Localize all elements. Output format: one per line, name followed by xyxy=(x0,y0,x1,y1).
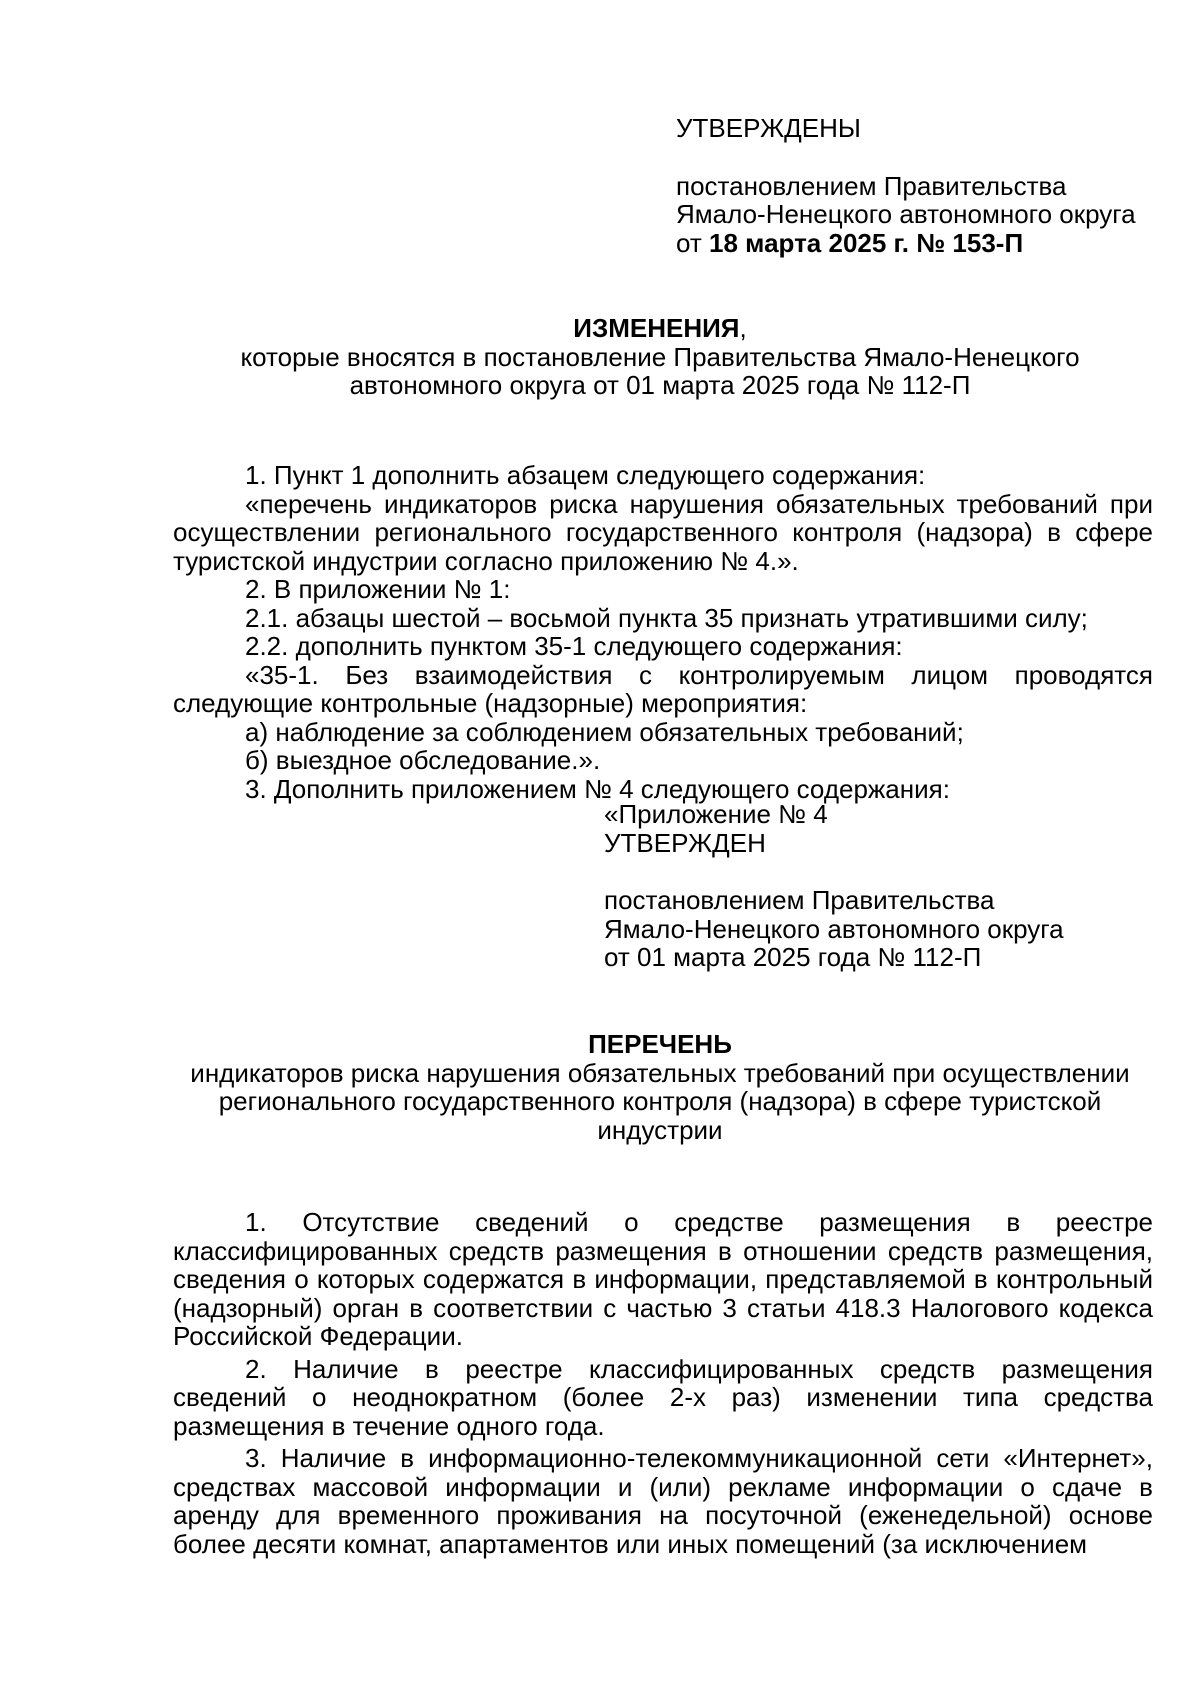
paragraph-1: 1. Пункт 1 дополнить абзацем следующего содержания: xyxy=(245,460,926,490)
approval-date-prefix: от xyxy=(676,227,702,258)
list-item-2: 2. Наличие в реестре классифицированных средств размещения сведений о неоднократном (более 2-х раз) изменении типа средства размещения в течение одного года. xyxy=(173,1353,1153,1441)
approval-stamp xyxy=(676,114,1176,257)
appendix-line2: Ямало-Ненецкого автономного округа xyxy=(604,913,1064,944)
approval-date xyxy=(676,229,1176,258)
list-item-3: 3. Наличие в информационно-телекоммуникационной сети «Интернет», средствах массовой информации и (или) рекламе информации о сдаче в аренду для временного проживания на посуточной (еженедельной) основе более десяти комнат, апартаментов или иных помещений (за исключением xyxy=(173,1443,1153,1559)
appendix-line1: постановлением Правительства xyxy=(604,885,995,915)
list-subtitle-line3: индустрии xyxy=(597,1114,723,1145)
changes-subtitle-line1: которые вносятся в постановление Правительства Ямало-Ненецкого xyxy=(240,341,1080,372)
appendix-label: «Приложение № 4 xyxy=(604,799,828,829)
approval-date-value: 18 марта 2025 г. № 153-П xyxy=(709,227,1024,258)
list-title xyxy=(160,1030,1160,1144)
list-subtitle-line2: регионального государственного контроля (надзора) в сфере туристской xyxy=(218,1086,1102,1116)
changes-body xyxy=(173,461,1153,803)
list-item-1: 1. Отсутствие сведений о средстве размещения в реестре классифицированных средств размещения в отношении средств размещения, сведения о которых содержатся в информации, представляемой в контрольный (надзорный) орган в соответствии с частью 3 статьи 418.3 Налогового кодекса Российской Федерации. xyxy=(173,1207,1153,1351)
appendix-stamp xyxy=(604,800,1124,972)
paragraph-9: 3. Дополнить приложением № 4 следующего содержания: xyxy=(245,773,950,804)
approval-line2: Ямало-Ненецкого автономного округа xyxy=(676,199,1136,229)
paragraph-5: 2.2. дополнить пунктом 35-1 следующего содержания: xyxy=(245,631,903,661)
changes-subtitle-line2: автономного округа от 01 марта 2025 года № 112-П xyxy=(349,370,971,400)
paragraph-6: «35-1. Без взаимодействия с контролируемым лицом проводятся следующие контрольные (надзорные) мероприятия: xyxy=(173,659,1153,718)
changes-heading-suffix: , xyxy=(739,313,747,343)
approval-line1: постановлением Правительства xyxy=(676,170,1067,201)
paragraph-7: а) наблюдение за соблюдением обязательных требований; xyxy=(245,716,964,747)
changes-title xyxy=(160,314,1160,400)
paragraph-3: 2. В приложении № 1: xyxy=(245,574,511,604)
paragraph-4: 2.1. абзацы шестой – восьмой пункта 35 признать утратившими силу; xyxy=(245,602,1088,633)
list-subtitle-line1: индикаторов риска нарушения обязательных требований при осуществлении xyxy=(190,1057,1130,1088)
changes-heading: ИЗМЕНЕНИЯ xyxy=(573,313,740,343)
paragraph-2: «перечень индикаторов риска нарушения обязательных требований при осуществлении регионального государственного контроля (надзора) в сфере туристской индустрии согласно приложению № 4.». xyxy=(173,488,1153,576)
list-body xyxy=(173,1208,1153,1562)
appendix-approved: УТВЕРЖДЕН xyxy=(604,827,766,858)
paragraph-8: б) выездное обследование.». xyxy=(245,745,601,775)
list-heading: ПЕРЕЧЕНЬ xyxy=(588,1029,732,1059)
changes-heading-line xyxy=(160,314,1160,343)
approval-approved: УТВЕРЖДЕНЫ xyxy=(676,113,861,143)
appendix-line3: от 01 марта 2025 года № 112-П xyxy=(604,942,982,972)
